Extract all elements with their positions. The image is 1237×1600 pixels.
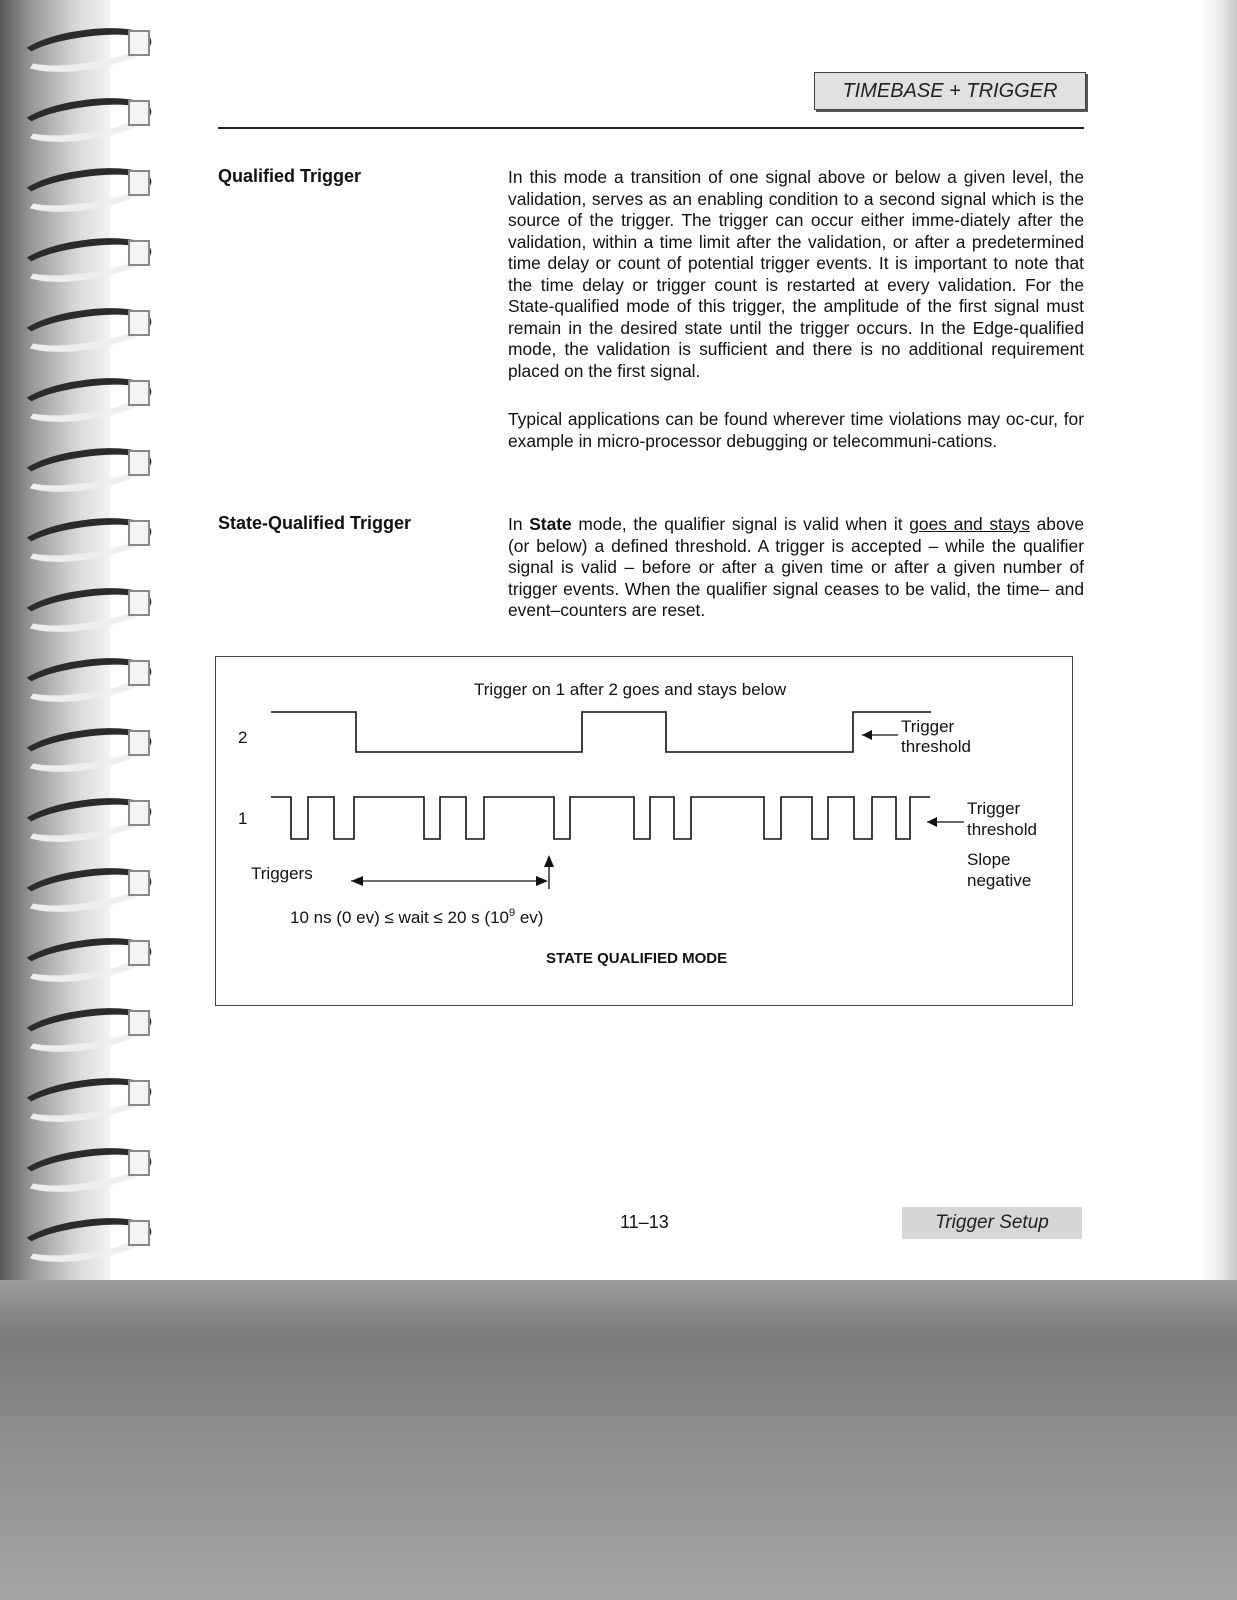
chapter-tab: Trigger Setup	[902, 1207, 1082, 1239]
signal-2-threshold-label-line1: Trigger	[901, 717, 955, 736]
qualified-trigger-paragraph-2: Typical applications can be found wherever time violations may oc-cur, for example in micro-processor debugging or telecommuni-cations.	[508, 409, 1084, 451]
signal-1-threshold-arrow	[927, 817, 964, 827]
trigger-point-arrow	[544, 855, 554, 889]
page-edge	[1200, 0, 1237, 1290]
slope-label-line2: negative	[967, 871, 1032, 890]
state-qualified-trigger-paragraph: In State mode, the qualifier signal is valid when it goes and stays above (or below) a defined threshold. A trigger is accepted – while the qualifier signal is valid – before or after a given time or after a given number of trigger events. When the qualifier signal ceases to be valid, the time– and event–counters are reset.	[508, 514, 1084, 620]
wait-window-arrow	[351, 876, 548, 886]
qualified-trigger-paragraph-1: In this mode a transition of one signal above or below a given level, the validation, serves as an enabling condition to a second signal which is the source of the trigger. The trigger can occur either imme-diately after the validation, within a time limit after the validation, or after a predetermined time delay or count of potential trigger events. It is important to note that the time delay or trigger count is restarted at every validation. For the State-qualified mode of this trigger, the amplitude of the first signal must remain in the desired state until the trigger occurs. In the Edge-qualified mode, the validation is sufficient and there is no additional requirement placed on the first signal.	[508, 167, 1084, 381]
timing-diagram	[216, 657, 1072, 1005]
spiral-binding	[0, 0, 110, 1290]
state-qualified-trigger-heading: State-Qualified Trigger	[218, 513, 412, 533]
page-number: 11–13	[620, 1212, 669, 1232]
triggers-label: Triggers	[251, 864, 313, 883]
signal-2-threshold-label-line2: threshold	[901, 737, 971, 756]
signal-2-waveform	[271, 712, 931, 752]
signal-1-waveform	[271, 797, 930, 839]
state-qualified-mode-figure	[215, 656, 1073, 1006]
signal-1-threshold-label-line2: threshold	[967, 820, 1037, 839]
figure-title: Trigger on 1 after 2 goes and stays below	[474, 680, 787, 699]
figure-caption: STATE QUALIFIED MODE	[546, 950, 728, 967]
signal-1-label: 1	[238, 809, 248, 828]
qualified-trigger-heading: Qualified Trigger	[218, 166, 362, 186]
slope-label-line1: Slope	[967, 850, 1011, 869]
wait-range-text: 10 ns (0 ev) ≤ wait ≤ 20 s ($10^9$ ev)	[290, 907, 544, 927]
signal-2-threshold-arrow	[862, 730, 898, 740]
signal-2-label: 2	[238, 728, 248, 747]
signal-1-threshold-label-line1: Trigger	[967, 799, 1021, 818]
scan-background	[0, 1280, 1237, 1600]
section-tab: TIMEBASE + TRIGGER	[814, 72, 1086, 110]
header-divider	[218, 127, 1084, 129]
